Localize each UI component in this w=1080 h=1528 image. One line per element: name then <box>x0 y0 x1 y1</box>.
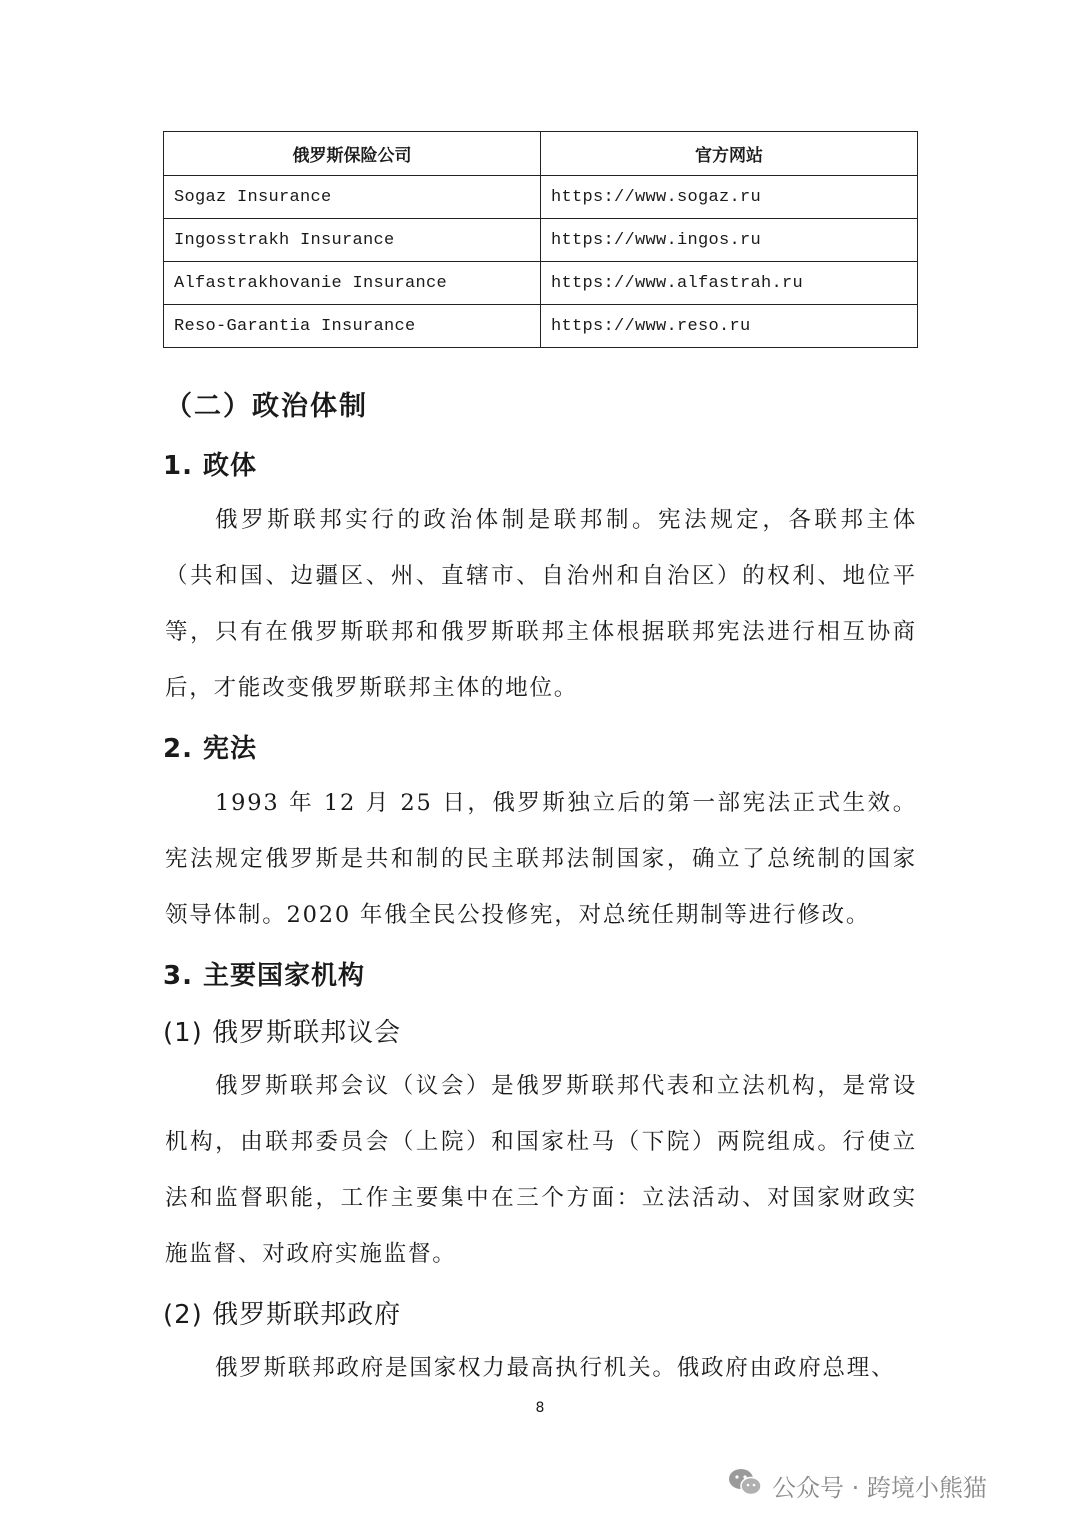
subheading-parliament: (1) 俄罗斯联邦议会 <box>163 1018 402 1048</box>
heading-polity: 1. 政体 <box>163 451 258 481</box>
heading-state-institutions: 3. 主要国家机构 <box>163 961 366 991</box>
watermark-text: 公众号 · 跨境小熊猫 <box>772 1473 987 1502</box>
wechat-icon <box>728 1467 762 1503</box>
insurance-table <box>163 131 918 348</box>
paragraph-polity: 俄罗斯联邦实行的政治体制是联邦制。宪法规定，各联邦主体（共和国、边疆区、州、直辖市、自治州和自治区）的权利、地位平等，只有在俄罗斯联邦和俄罗斯联邦主体根据联邦宪法进行相互协商后，才能改变俄罗斯联邦主体的地位。 <box>165 507 917 701</box>
table-row <box>164 262 918 305</box>
section-heading: （二）政治体制 <box>165 391 368 422</box>
website-cell: https://www.ingos.ru <box>541 219 918 262</box>
company-cell: Sogaz Insurance <box>164 176 541 219</box>
website-cell: https://www.alfastrah.ru <box>541 262 918 305</box>
watermark <box>728 1465 987 1505</box>
subheading-government: (2) 俄罗斯联邦政府 <box>163 1300 402 1330</box>
paragraph-government: 俄罗斯联邦政府是国家权力最高执行机关。俄政府由政府总理、 <box>215 1355 896 1381</box>
company-cell: Ingosstrakh Insurance <box>164 219 541 262</box>
page-number: 8 <box>535 1400 545 1416</box>
paragraph-parliament: 俄罗斯联邦会议（议会）是俄罗斯联邦代表和立法机构，是常设机构，由联邦委员会（上院）和国家杜马（下院）两院组成。行使立法和监督职能，工作主要集中在三个方面：立法活动、对国家财政实施监督、对政府实施监督。 <box>165 1073 917 1267</box>
column-header-website: 官方网站 <box>541 132 918 176</box>
paragraph-constitution: 1993 年 12 月 25 日，俄罗斯独立后的第一部宪法正式生效。宪法规定俄罗斯是共和制的民主联邦法制国家，确立了总统制的国家领导体制。2020 年俄全民公投修宪，对总统任期制等进行修改。 <box>165 790 917 928</box>
website-cell: https://www.reso.ru <box>541 305 918 348</box>
heading-constitution: 2. 宪法 <box>163 734 258 764</box>
table-row <box>164 219 918 262</box>
table-row <box>164 176 918 219</box>
company-cell: Reso-Garantia Insurance <box>164 305 541 348</box>
table-header-row <box>164 132 918 176</box>
column-header-company: 俄罗斯保险公司 <box>164 132 541 176</box>
company-cell: Alfastrakhovanie Insurance <box>164 262 541 305</box>
website-cell: https://www.sogaz.ru <box>541 176 918 219</box>
table-row <box>164 305 918 348</box>
